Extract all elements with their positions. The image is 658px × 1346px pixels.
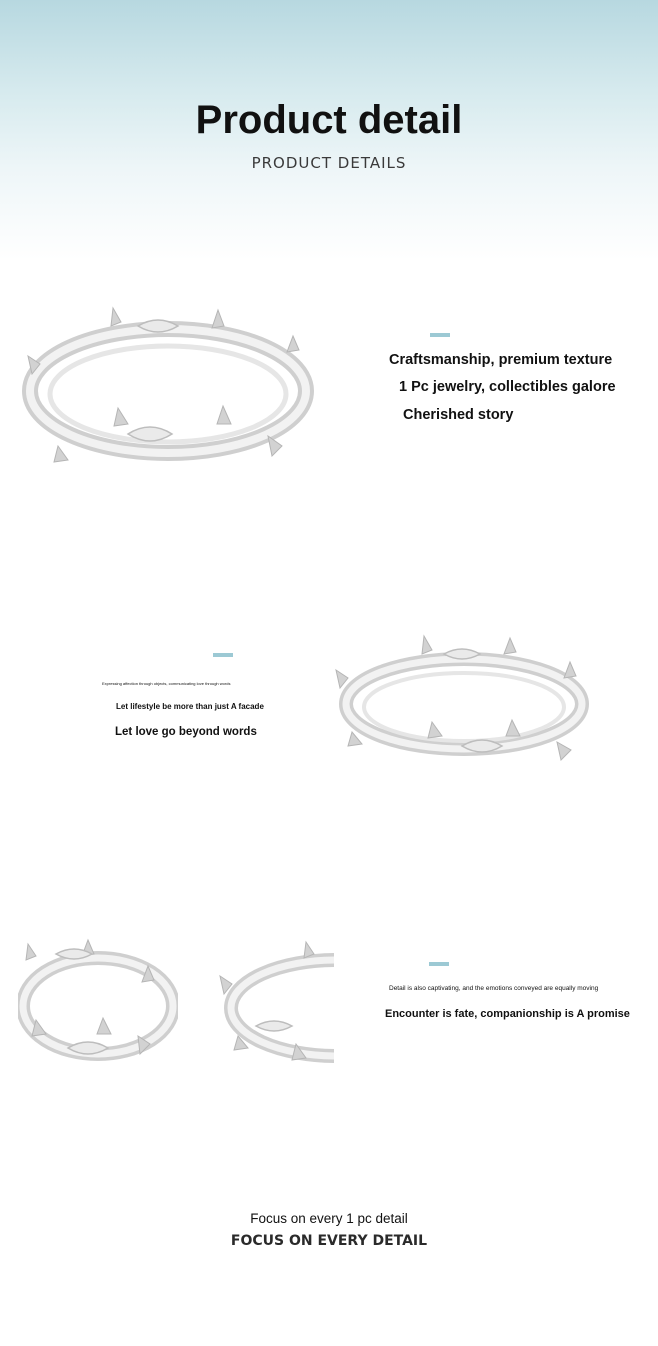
ring-image-2 [332,632,597,777]
accent-bar [429,962,449,966]
ring-image-1 [18,296,323,496]
feature-line-3: Cherished story [403,407,514,423]
footer-line: Focus on every 1 pc detail [250,1211,408,1226]
detail-tiny: Detail is also captivating, and the emotions conveyed are equally moving [389,985,599,992]
accent-bar [213,653,233,657]
tagline-tiny: Expressing affection through objects, communicating love through words [102,681,231,686]
feature-line-1: Craftsmanship, premium texture [389,352,613,368]
feature-line-2: 1 Pc jewelry, collectibles galore [399,379,616,395]
detail-main: Encounter is fate, companionship is A promise [385,1008,630,1020]
page-subtitle: PRODUCT DETAILS [251,154,407,172]
page-title: Product detail [195,98,463,142]
ring-closeup-right [216,936,334,1081]
tagline-main: Let love go beyond words [115,726,257,738]
accent-bar [430,333,450,337]
tagline-small: Let lifestyle be more than just A facade [116,702,264,711]
ring-closeup-left [18,936,178,1081]
footer-caps: FOCUS ON EVERY DETAIL [230,1233,428,1249]
